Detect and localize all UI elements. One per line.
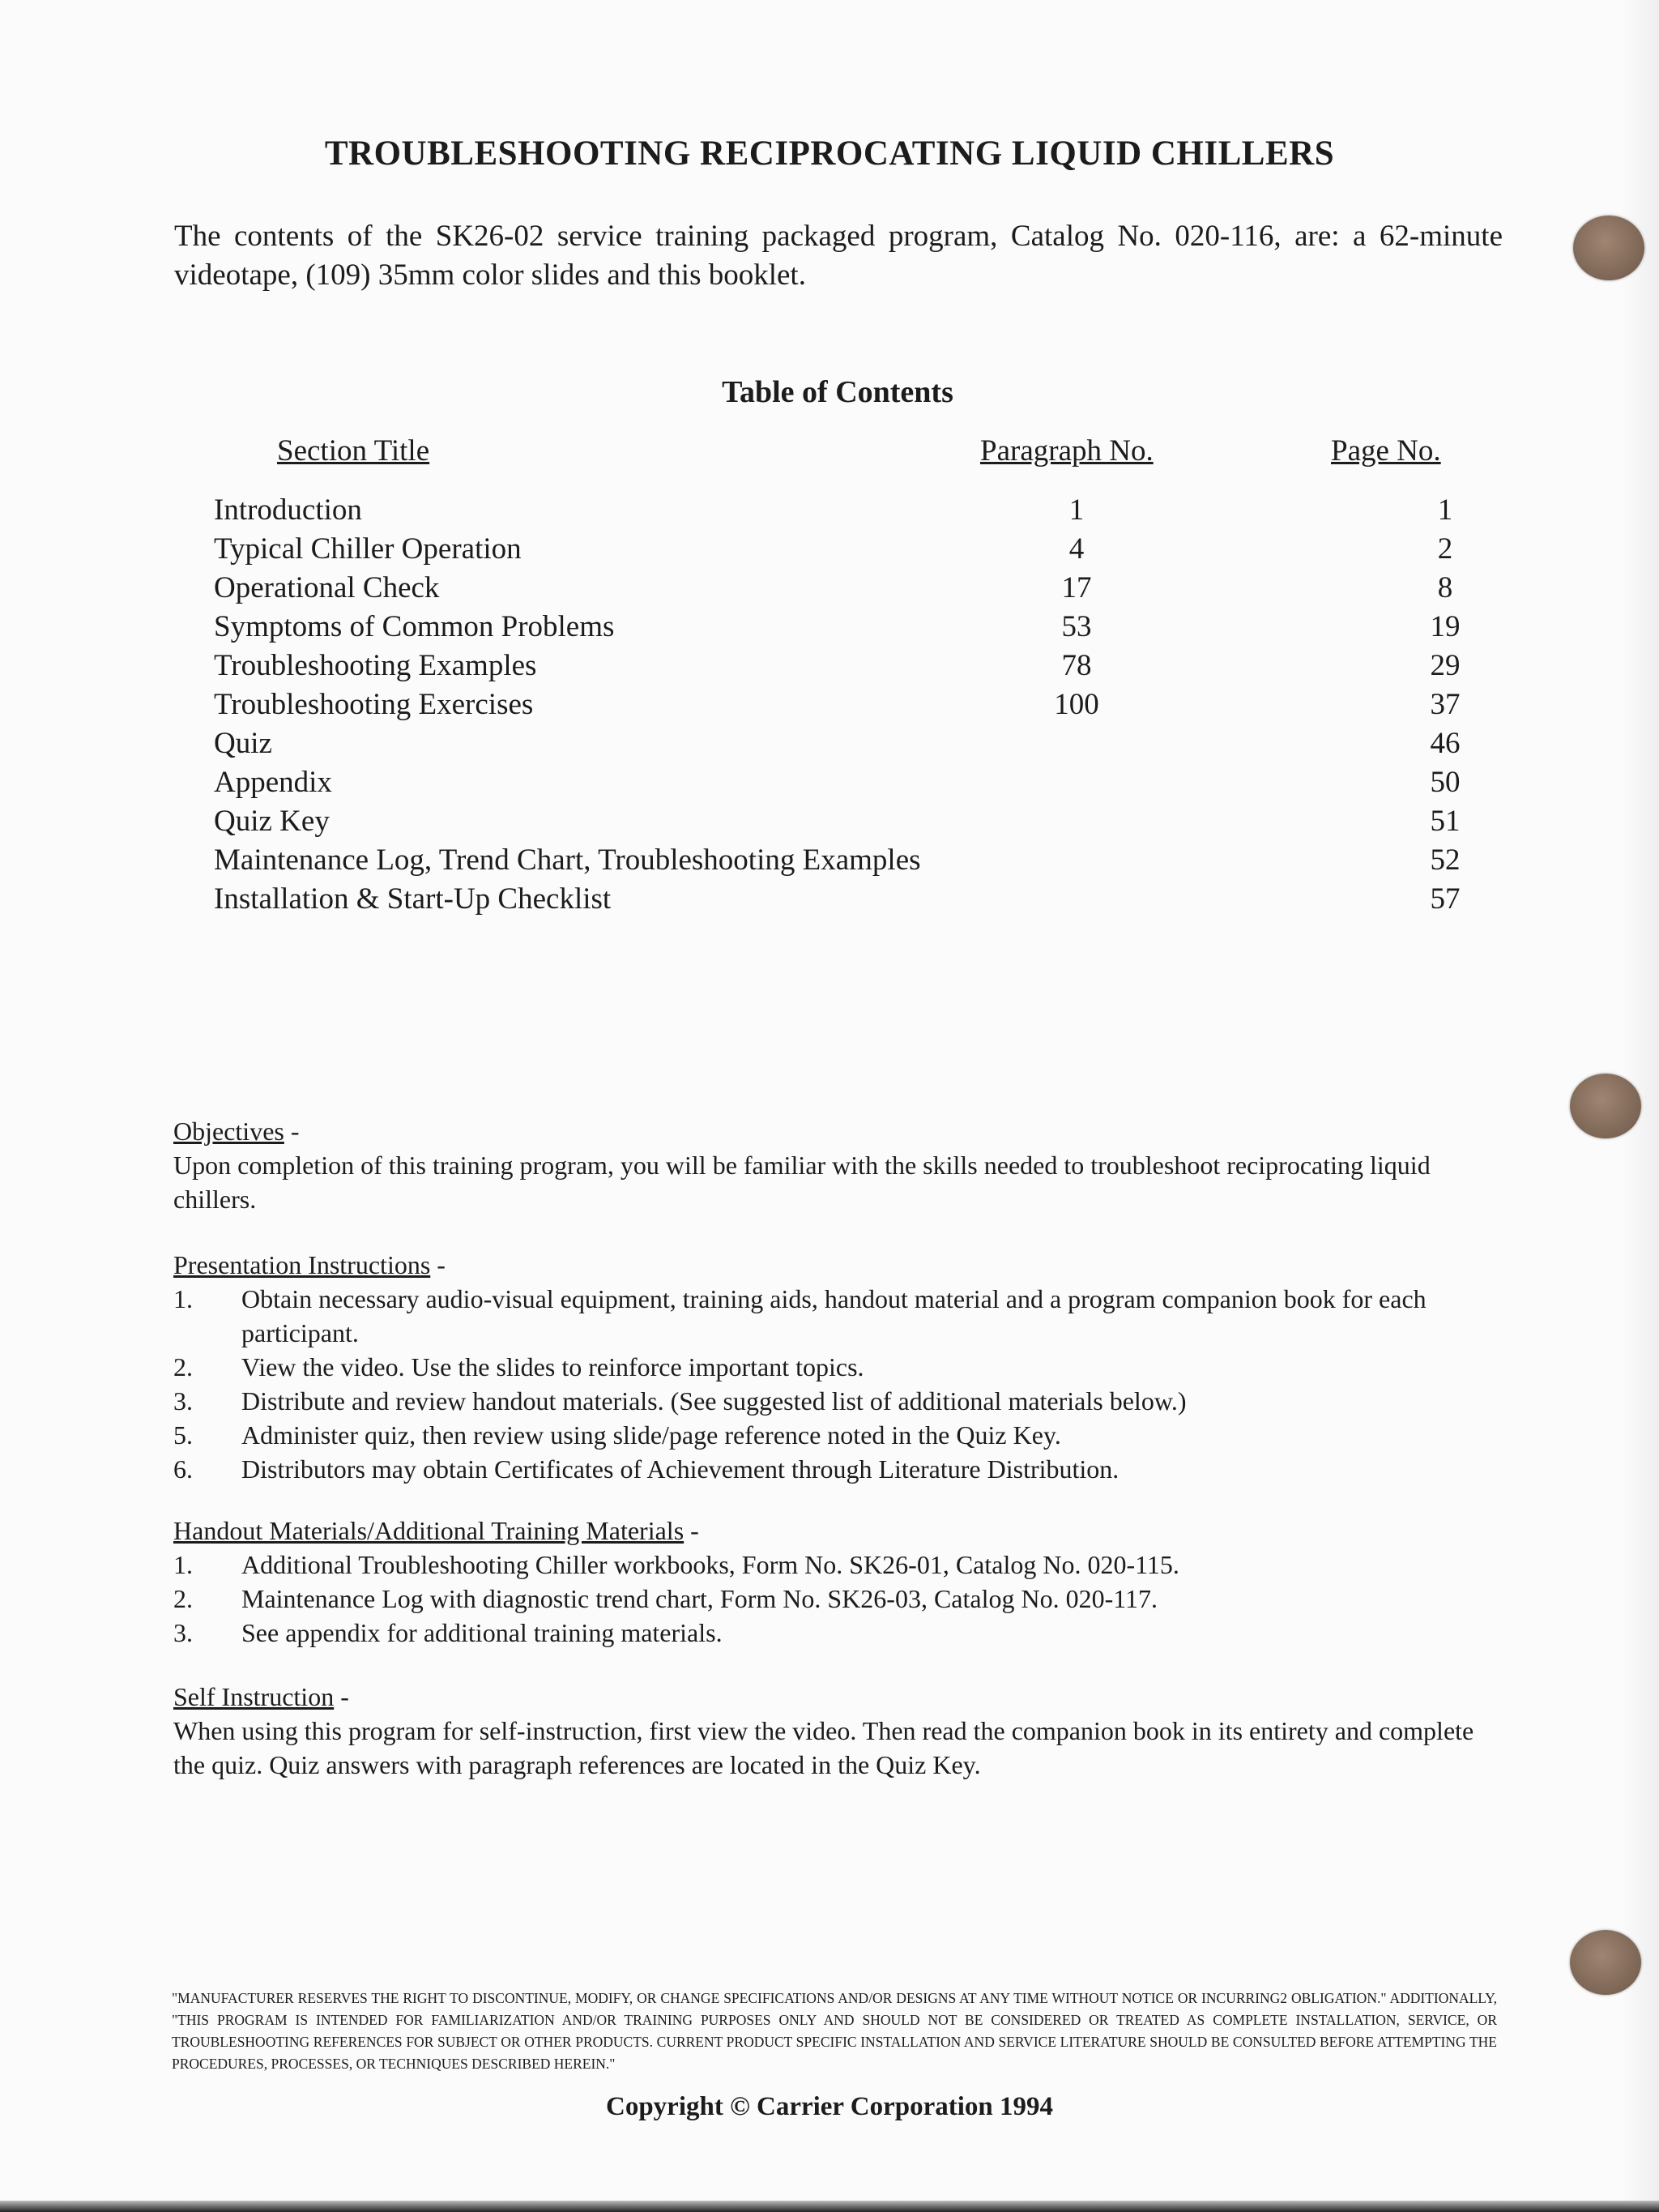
- list-item-number: 1.: [173, 1550, 193, 1579]
- toc-row-page: 46: [1430, 727, 1461, 760]
- presentation-section: Presentation Instructions - 1. Obtain necessary audio-visual equipment, training aids, handout material and a program companion book for each participant. 2. View the video. Use the slides to reinforce important topics. 3. Distribute and review handout materials. (See suggested list of additional materials below.) 5. Administer quiz, then review using slide/page reference noted in the Quiz Key. 6. Distributors may obtain Certificates of Achievement through Literature Distribution.: [173, 1248, 1499, 1486]
- toc-row: [214, 530, 1510, 569]
- list-item: [173, 1282, 1499, 1350]
- toc-row-page: 1: [1437, 493, 1453, 527]
- list-item-number: 3.: [173, 1618, 193, 1647]
- list-item-number: 1.: [173, 1284, 193, 1313]
- presentation-heading: Presentation Instructions: [173, 1250, 431, 1279]
- toc-row: [214, 685, 1510, 724]
- list-item: [173, 1418, 1499, 1452]
- toc-row: [214, 841, 1510, 880]
- list-item: [173, 1616, 1499, 1650]
- list-item: [173, 1350, 1499, 1384]
- list-item: [173, 1582, 1499, 1616]
- toc-row-page: 2: [1437, 532, 1453, 566]
- toc-heading: Table of Contents: [722, 375, 953, 409]
- toc-row-title: Quiz: [214, 727, 272, 760]
- list-item-text: Maintenance Log with diagnostic trend chart, Form No. SK26-03, Catalog No. 020-117.: [241, 1584, 1158, 1613]
- copyright-notice: Copyright © Carrier Corporation 1994: [606, 2092, 1053, 2121]
- toc-col-page: Page No.: [1331, 434, 1441, 468]
- self-instruction-section: Self Instruction - When using this program for self-instruction, first view the video. Then read the companion book in its entirety and complete the quiz. Quiz answers with paragraph references are located in the Quiz Key.: [173, 1680, 1499, 1782]
- toc-row-paragraph: 4: [1068, 532, 1085, 566]
- toc-row-page: 29: [1430, 649, 1461, 682]
- toc-row: [214, 608, 1510, 647]
- scan-bottom-edge: [0, 2201, 1659, 2212]
- self-instruction-text: When using this program for self-instruction, first view the video. Then read the companion book in its entirety and complete the quiz. Quiz answers with paragraph references are located in the Quiz Key.: [173, 1716, 1474, 1779]
- toc-col-section: Section Title: [277, 434, 430, 468]
- toc-row: [214, 763, 1510, 802]
- toc-row-page: 8: [1437, 571, 1453, 604]
- objectives-text: Upon completion of this training program, you will be familiar with the skills needed to troubleshoot reciprocating liquid chillers.: [173, 1151, 1431, 1214]
- page-title: TROUBLESHOOTING RECIPROCATING LIQUID CHILLERS: [324, 135, 1335, 173]
- list-item-text: Additional Troubleshooting Chiller workbooks, Form No. SK26-01, Catalog No. 020-115.: [241, 1550, 1179, 1579]
- list-item-text: Distribute and review handout materials. (See suggested list of additional materials below.): [241, 1386, 1187, 1416]
- toc-row: [214, 880, 1510, 919]
- self-instruction-heading: Self Instruction: [173, 1682, 335, 1711]
- list-item-text: Distributors may obtain Certificates of Achievement through Literature Distribution.: [241, 1454, 1120, 1484]
- toc-row-title: Installation & Start-Up Checklist: [214, 882, 612, 916]
- toc-row-title: Appendix: [214, 766, 332, 799]
- objectives-heading: Objectives: [173, 1117, 284, 1146]
- toc-row-paragraph: 53: [1061, 610, 1092, 643]
- intro-paragraph: The contents of the SK26-02 service training packaged program, Catalog No. 020-116, are: a 62-minute videotape, (109) 35mm color slides and this booklet.: [174, 220, 1503, 292]
- toc-col-paragraph: Paragraph No.: [980, 434, 1154, 468]
- list-item-number: 5.: [173, 1420, 193, 1450]
- toc-row-page: 19: [1430, 610, 1461, 643]
- toc-row-paragraph: 78: [1061, 649, 1092, 682]
- list-item-text: Administer quiz, then review using slide/page reference noted in the Quiz Key.: [241, 1420, 1061, 1450]
- list-item-text: See appendix for additional training materials.: [241, 1618, 723, 1647]
- toc-row-title: Troubleshooting Examples: [214, 649, 537, 682]
- toc-row-page: 57: [1430, 882, 1461, 916]
- list-item-text: Obtain necessary audio-visual equipment, training aids, handout material and a program companion book for each participant.: [241, 1284, 1427, 1347]
- toc-table: [214, 491, 1510, 919]
- toc-row-paragraph: 1: [1068, 493, 1085, 527]
- toc-row-page: 37: [1430, 688, 1461, 721]
- toc-row-page: 50: [1430, 766, 1461, 799]
- list-item: [173, 1452, 1499, 1486]
- binder-hole-top: [1573, 216, 1644, 280]
- toc-row-title: Quiz Key: [214, 805, 330, 838]
- disclaimer-text: "MANUFACTURER RESERVES THE RIGHT TO DISCONTINUE, MODIFY, OR CHANGE SPECIFICATIONS AND/OR DESIGNS AT ANY TIME WITHOUT NOTICE OR INCURRING2 OBLIGATION." ADDITIONALLY, "THIS PROGRAM IS INTENDED FOR FAMILIARIZATION AND/OR TRAINING PURPOSES ONLY AND SHOULD NOT BE CONSIDERED OR TREATED AS COMPLETE INSTALLATION, SERVICE, OR TROUBLESHOOTING REFERENCES FOR SUBJECT OR OTHER PRODUCTS. CURRENT PRODUCT SPECIFIC INSTALLATION AND SERVICE LITERATURE SHOULD BE CONSULTED BEFORE ATTEMPTING THE PROCEDURES, PROCESSES, OR TECHNIQUES DESCRIBED HEREIN.": [172, 1990, 1497, 2072]
- toc-row-paragraph: 100: [1054, 688, 1099, 721]
- list-item-number: 2.: [173, 1352, 193, 1381]
- list-item-number: 6.: [173, 1454, 193, 1484]
- list-item: [173, 1548, 1499, 1582]
- toc-row: [214, 647, 1510, 685]
- list-item-number: 2.: [173, 1584, 193, 1613]
- toc-row: [214, 569, 1510, 608]
- toc-row: [214, 802, 1510, 841]
- binder-hole-middle: [1570, 1074, 1641, 1138]
- handout-heading: Handout Materials/Additional Training Materials: [173, 1516, 684, 1545]
- binder-hole-bottom: [1570, 1930, 1641, 1995]
- list-item-number: 3.: [173, 1386, 193, 1416]
- toc-row: [214, 724, 1510, 763]
- toc-row-title: Maintenance Log, Trend Chart, Troubleshooting Examples: [214, 843, 921, 877]
- toc-row-title: Symptoms of Common Problems: [214, 610, 615, 643]
- toc-row-page: 52: [1430, 843, 1461, 877]
- list-item-text: View the video. Use the slides to reinforce important topics.: [241, 1352, 864, 1381]
- objectives-section: Objectives - Upon completion of this training program, you will be familiar with the skills needed to troubleshoot reciprocating liquid chillers.: [173, 1114, 1499, 1216]
- toc-row-page: 51: [1430, 805, 1461, 838]
- toc-row-title: Typical Chiller Operation: [214, 532, 522, 566]
- handout-section: Handout Materials/Additional Training Materials - 1. Additional Troubleshooting Chiller workbooks, Form No. SK26-01, Catalog No. 020-115. 2. Maintenance Log with diagnostic trend chart, Form No. SK26-03, Catalog No. 020-117. 3. See appendix for additional training materials.: [173, 1514, 1499, 1650]
- toc-row-title: Introduction: [214, 493, 362, 527]
- toc-row-paragraph: 17: [1061, 571, 1092, 604]
- list-item: [173, 1384, 1499, 1418]
- toc-row-title: Operational Check: [214, 571, 440, 604]
- toc-row: [214, 491, 1510, 530]
- toc-row-title: Troubleshooting Exercises: [214, 688, 534, 721]
